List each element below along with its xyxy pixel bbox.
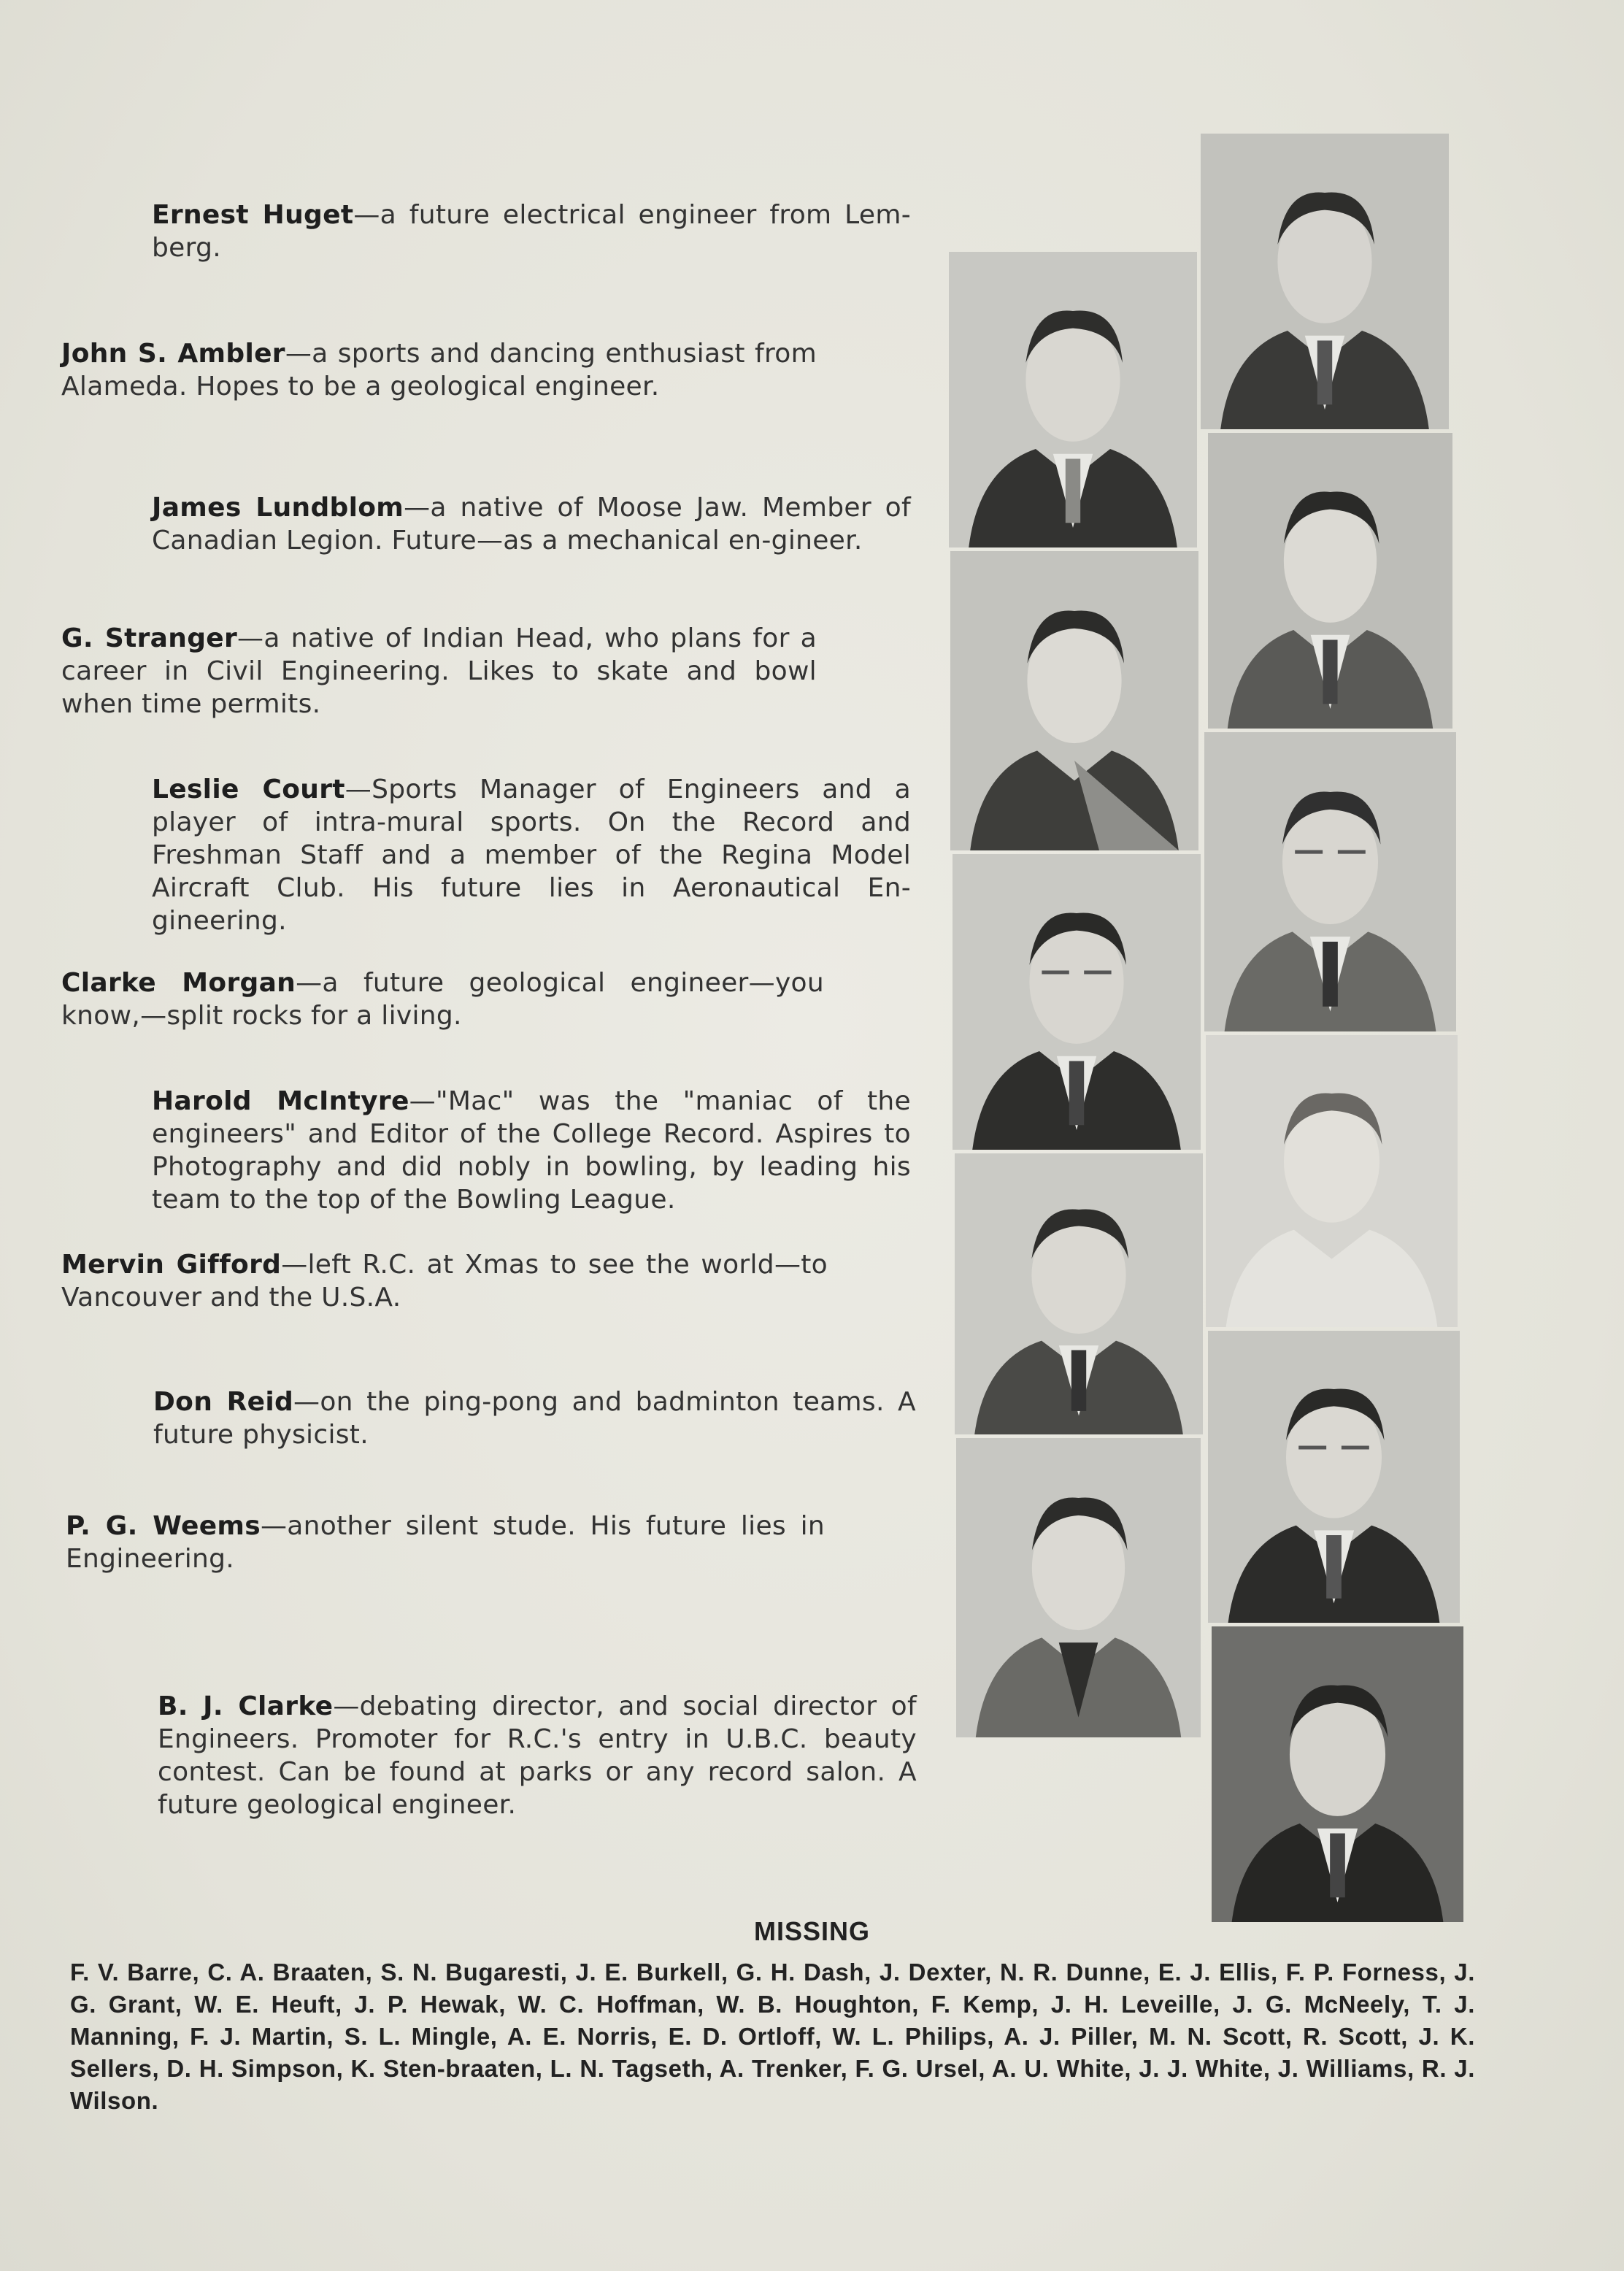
- student-description: —another silent stude. His future lies in Engineering.: [66, 1511, 825, 1574]
- portrait-photo: [950, 551, 1198, 850]
- bio-mervin-gifford: [61, 1248, 828, 1314]
- bio-ernest-huget: [152, 199, 911, 264]
- student-name: John S. Ambler: [61, 339, 285, 369]
- student-description: —a sports and dancing enthusiast from Alameda. Hopes to be a geological engineer.: [61, 339, 817, 401]
- bio-pg-weems: [66, 1510, 825, 1575]
- student-name: James Lundblom: [152, 493, 404, 523]
- student-description: —on the ping-pong and badminton teams. A future physicist.: [153, 1387, 916, 1450]
- student-description: —debating director, and social director of Engineers. Promoter for R.C.'s entry in U.B.C. beauty contest. Can be found at parks or any record salon. A future geological engineer.: [158, 1691, 917, 1820]
- missing-names-list: F. V. Barre, C. A. Braaten, S. N. Bugaresti, J. E. Burkell, G. H. Dash, J. Dexter, N. R. Dunne, E. J. Ellis, F. P. Forness, J. G. Grant, W. E. Heuft, J. P. Hewak, W. C. Hoffman, W. B. Houghton, F. Kemp, J. H. Leveille, J. G. McNeely, T. J. Manning, F. J. Martin, S. L. Mingle, A. E. Norris, E. D. Ortloff, W. L. Philips, A. J. Piller, M. N. Scott, R. Scott, J. K. Sellers, D. H. Simpson, K. Sten-braaten, L. N. Tagseth, A. Trenker, F. G. Ursel, A. U. White, J. J. White, J. Williams, R. J. Wilson.: [70, 1959, 1475, 2114]
- bio-bj-clarke: [158, 1690, 917, 1821]
- portrait-photo: [1204, 732, 1456, 1031]
- portrait-photo: [955, 1153, 1203, 1434]
- bio-don-reid: [153, 1386, 916, 1451]
- student-description: —"Mac" was the "maniac of the engineers" and Editor of the College Record. Aspires to Photography and did nobly in bowling, by leading his team to the top of the Bowling League.: [152, 1086, 911, 1215]
- bio-clarke-morgan: [61, 967, 824, 1032]
- student-name: Mervin Gifford: [61, 1250, 282, 1280]
- bio-harold-mcintyre: [152, 1085, 911, 1216]
- student-description: —a native of Moose Jaw. Member of Canadian Legion. Future—as a mechanical en-gineer.: [152, 493, 911, 556]
- bio-james-lundblom: [152, 491, 911, 557]
- portrait-photo: [956, 1438, 1201, 1737]
- student-description: —a future geological engineer—you know,—split rocks for a living.: [61, 968, 824, 1031]
- portrait-photo: [953, 854, 1201, 1150]
- student-name: Clarke Morgan: [61, 968, 296, 998]
- portrait-photo: [949, 252, 1197, 547]
- student-name: Don Reid: [153, 1387, 294, 1417]
- portrait-photo: [1201, 134, 1449, 429]
- student-description: —a future electrical engineer from Lem-berg.: [152, 200, 911, 263]
- bio-john-ambler: [61, 337, 817, 403]
- portrait-photo: [1208, 433, 1452, 729]
- student-description: —left R.C. at Xmas to see the world—to Vancouver and the U.S.A.: [61, 1250, 828, 1313]
- student-name: Leslie Court: [152, 775, 345, 804]
- student-name: B. J. Clarke: [158, 1691, 334, 1721]
- student-name: G. Stranger: [61, 623, 238, 653]
- bio-leslie-court: [152, 773, 911, 937]
- portrait-photo: [1206, 1035, 1458, 1327]
- student-name: Harold McIntyre: [152, 1086, 409, 1116]
- portrait-photo: [1212, 1626, 1463, 1922]
- portrait-photo: [1208, 1331, 1460, 1623]
- student-name: Ernest Huget: [152, 200, 354, 230]
- student-description: —a native of Indian Head, who plans for a career in Civil Engineering. Likes to skate and bowl when time permits.: [61, 623, 817, 719]
- bio-g-stranger: [61, 622, 817, 721]
- student-name: P. G. Weems: [66, 1511, 261, 1541]
- missing-heading: MISSING: [753, 1916, 870, 1946]
- student-description: —Sports Manager of Engineers and a player of intra-mural sports. On the Record and Freshman Staff and a member of the Regina Model Aircraft Club. His future lies in Aeronautical En-gineering.: [152, 775, 911, 936]
